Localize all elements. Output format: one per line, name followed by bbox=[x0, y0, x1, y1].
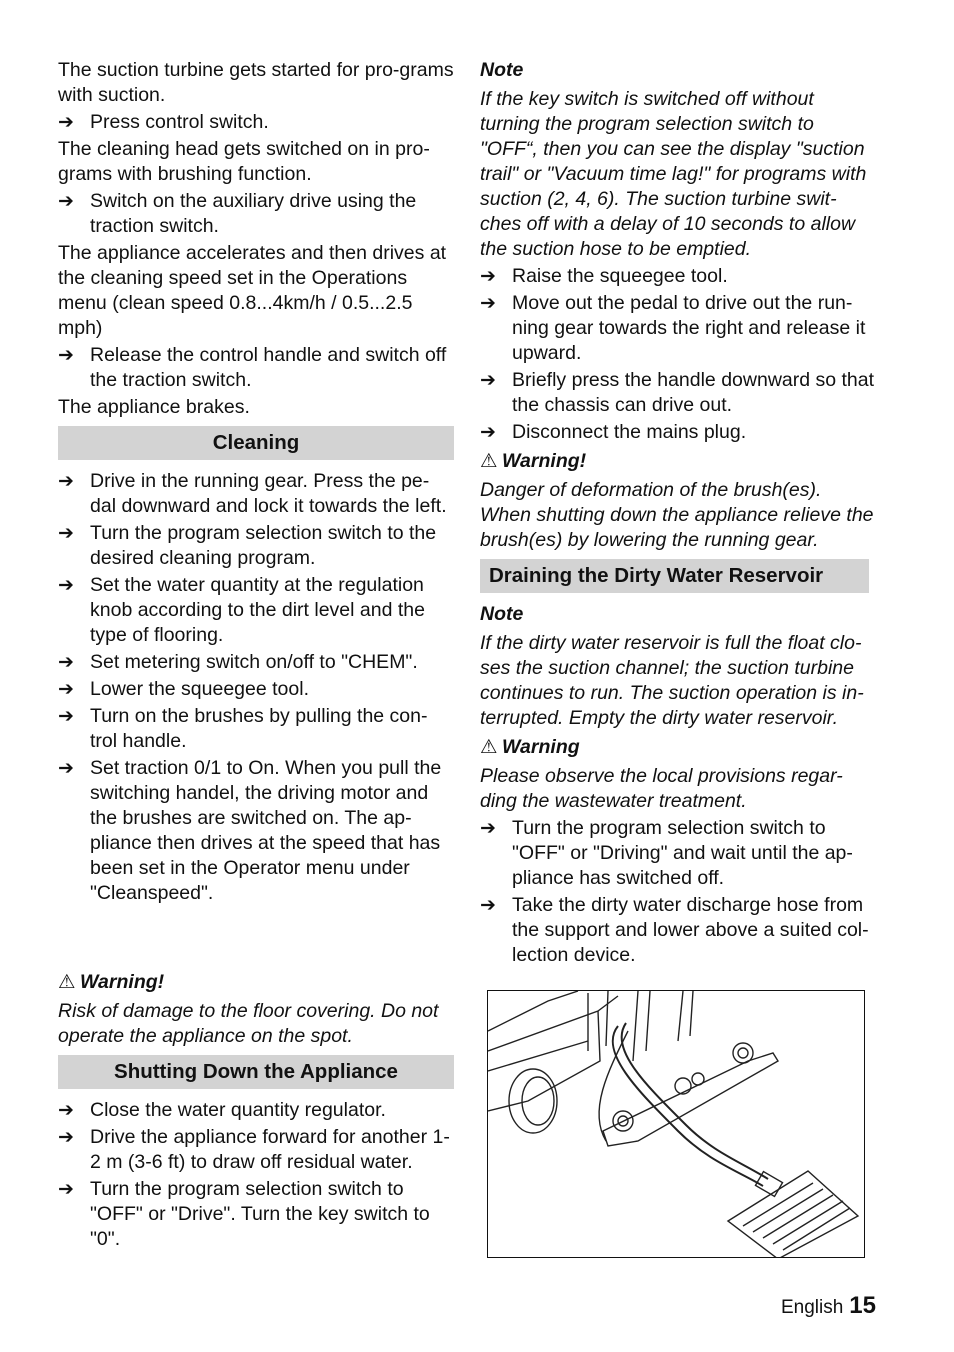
warning-heading bbox=[58, 970, 454, 995]
note-text: If the dirty water reservoir is full the float clo-ses the suction channel; the suction turbine continues to run. The suction operation is in-terrupted. Empty the dirty water reservoir. bbox=[480, 632, 864, 729]
paragraph: The suction turbine gets started for pro-grams with suction. bbox=[58, 59, 454, 106]
left-column bbox=[58, 58, 454, 1254]
step-item bbox=[58, 469, 454, 519]
arrow-right-icon: ➔ bbox=[58, 523, 74, 544]
step-item bbox=[58, 573, 454, 648]
note-title: Note bbox=[480, 603, 524, 625]
footer-language: English bbox=[780, 1297, 844, 1318]
step-text: Take the dirty water discharge hose from the support and lower above a suited col-lection device. bbox=[512, 894, 869, 966]
step-text: Turn on the brushes by pulling the con-trol handle. bbox=[90, 705, 428, 752]
arrow-right-icon: ➔ bbox=[480, 818, 496, 839]
step-item bbox=[480, 816, 876, 891]
page-number: 15 bbox=[849, 1292, 876, 1319]
section-heading-cleaning: Cleaning bbox=[58, 426, 454, 460]
illustration-drain-hose bbox=[487, 990, 865, 1258]
note-text: If the key switch is switched off without turning the program selection switch to "OFF“, then you can see the display "suction trail" or "Vacuum time lag!" for programs with suction (2, 4, 6). The suction turbine swit-ches off with a delay of 10 seconds to allow the suction hose to be emptied. bbox=[480, 88, 867, 260]
arrow-right-icon: ➔ bbox=[58, 575, 74, 596]
step-text: Drive in the running gear. Press the pe-dal downward and lock it towards the left. bbox=[90, 470, 447, 517]
warning-title: Warning bbox=[502, 736, 580, 758]
step-item bbox=[58, 677, 454, 702]
warning-triangle-icon: ⚠ bbox=[58, 971, 76, 993]
arrow-right-icon: ➔ bbox=[480, 422, 496, 443]
step-item bbox=[58, 756, 454, 906]
warning-title: Warning! bbox=[80, 971, 165, 993]
warning-heading bbox=[480, 449, 876, 474]
step-text: Raise the squeegee tool. bbox=[512, 265, 728, 287]
warning-text: Please observe the local provisions regar-ding the wastewater treatment. bbox=[480, 765, 843, 812]
step-text: Press control switch. bbox=[90, 111, 269, 133]
step-text: Turn the program selection switch to "OFF" or "Driving" and wait until the ap-pliance has switched off. bbox=[512, 817, 853, 889]
step-item bbox=[480, 264, 876, 289]
arrow-right-icon: ➔ bbox=[58, 1127, 74, 1148]
step-text: Lower the squeegee tool. bbox=[90, 678, 309, 700]
step-item bbox=[480, 420, 876, 445]
right-column bbox=[480, 58, 876, 970]
section-heading-shutdown: Shutting Down the Appliance bbox=[58, 1055, 454, 1089]
step-text: Move out the pedal to drive out the run-ning gear towards the right and release it upward. bbox=[512, 292, 866, 364]
warning-triangle-icon: ⚠ bbox=[480, 736, 498, 758]
step-text: Close the water quantity regulator. bbox=[90, 1099, 386, 1121]
note-title: Note bbox=[480, 59, 524, 81]
arrow-right-icon: ➔ bbox=[58, 679, 74, 700]
drain-hose-drawing bbox=[488, 991, 865, 1258]
step-item bbox=[480, 893, 876, 968]
step-item bbox=[58, 343, 454, 393]
step-item bbox=[58, 1177, 454, 1252]
arrow-right-icon: ➔ bbox=[58, 652, 74, 673]
step-item bbox=[58, 189, 454, 239]
step-item bbox=[58, 521, 454, 571]
step-item bbox=[58, 110, 454, 135]
step-item bbox=[480, 368, 876, 418]
paragraph: The cleaning head gets switched on in pro-grams with brushing function. bbox=[58, 138, 430, 185]
warning-title: Warning! bbox=[502, 450, 587, 472]
arrow-right-icon: ➔ bbox=[58, 112, 74, 133]
step-text: Release the control handle and switch off the traction switch. bbox=[90, 344, 447, 391]
warning-text: Danger of deformation of the brush(es). When shutting down the appliance relieve the brush(es) by lowering the running gear. bbox=[480, 479, 874, 551]
step-text: Disconnect the mains plug. bbox=[512, 421, 747, 443]
step-text: Turn the program selection switch to "OFF" or "Drive". Turn the key switch to "0". bbox=[90, 1178, 430, 1250]
arrow-right-icon: ➔ bbox=[58, 758, 74, 779]
paragraph: The appliance accelerates and then drives at the cleaning speed set in the Operations menu (clean speed 0.8...4km/h / 0.5...2.5 mph) bbox=[58, 242, 447, 339]
warning-triangle-icon: ⚠ bbox=[480, 450, 498, 472]
arrow-right-icon: ➔ bbox=[58, 1179, 74, 1200]
page-footer bbox=[781, 1292, 876, 1320]
paragraph: The appliance brakes. bbox=[58, 396, 250, 418]
arrow-right-icon: ➔ bbox=[58, 706, 74, 727]
step-item bbox=[58, 650, 454, 675]
arrow-right-icon: ➔ bbox=[480, 370, 496, 391]
arrow-right-icon: ➔ bbox=[58, 471, 74, 492]
step-text: Turn the program selection switch to the desired cleaning program. bbox=[90, 522, 437, 569]
step-item bbox=[58, 1125, 454, 1175]
step-text: Set metering switch on/off to "CHEM". bbox=[90, 651, 418, 673]
step-text: Drive the appliance forward for another 1-2 m (3-6 ft) to draw off residual water. bbox=[90, 1126, 450, 1173]
arrow-right-icon: ➔ bbox=[58, 191, 74, 212]
step-item bbox=[58, 704, 454, 754]
step-text: Switch on the auxiliary drive using the traction switch. bbox=[90, 190, 417, 237]
step-text: Set traction 0/1 to On. When you pull the switching handel, the driving motor and the brushes are switched on. The ap-pliance then drives at the speed that has been set in the Operator menu under "Cleanspeed". bbox=[90, 757, 442, 904]
arrow-right-icon: ➔ bbox=[58, 345, 74, 366]
section-heading-draining: Draining the Dirty Water Reservoir bbox=[480, 559, 869, 593]
arrow-right-icon: ➔ bbox=[58, 1100, 74, 1121]
arrow-right-icon: ➔ bbox=[480, 895, 496, 916]
step-text: Briefly press the handle downward so that the chassis can drive out. bbox=[512, 369, 875, 416]
warning-text: Risk of damage to the floor covering. Do not operate the appliance on the spot. bbox=[58, 1000, 439, 1047]
step-item bbox=[480, 291, 876, 366]
arrow-right-icon: ➔ bbox=[480, 266, 496, 287]
warning-heading bbox=[480, 735, 876, 760]
step-item bbox=[58, 1098, 454, 1123]
arrow-right-icon: ➔ bbox=[480, 293, 496, 314]
step-text: Set the water quantity at the regulation knob according to the dirt level and the type of flooring. bbox=[90, 574, 425, 646]
